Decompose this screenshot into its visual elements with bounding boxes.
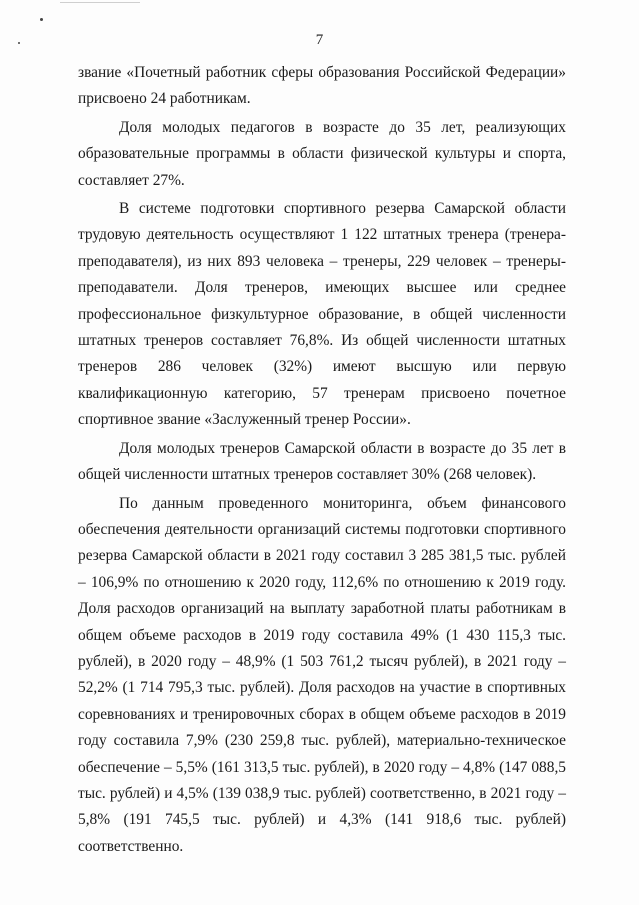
scan-speck [40, 18, 43, 21]
paragraph-5: По данным проведенного мониторинга, объем финансового обеспечения деятельности организаций системы подготовки спортивного резерва Самарской области в 2021 году составил 3 285 381,5 тыс. рублей – 106,9% по отношению к 2020 году, 112,6% по отношению к 2019 году. Доля расходов организаций на выплату заработной платы работникам в общем объеме расходов в 2019 году составила 49% (1 430 115,3 тыс. рублей), в 2020 году – 48,9% (1 503 761,2 тысяч рублей), в 2021 году – 52,2% (1 714 795,3 тыс. рублей). Доля расходов на участие в спортивных соревнованиях и тренировочных сборах в общем объеме расходов в 2019 году составила 7,9% (230 259,8 тыс. рублей), материально-техническое обеспечение – 5,5% (161 313,5 тыс. рублей), в 2020 году – 4,8% (147 088,5 тыс. рублей) и 4,5% (139 038,9 тыс. рублей) соответственно, в 2021 году – 5,8% (191 745,5 тыс. рублей) и 4,3% (141 918,6 тыс. рублей) соответственно. [78, 494, 566, 855]
document-body [78, 60, 566, 860]
paragraph-2: Доля молодых педагогов в возрасте до 35 лет, реализующих образовательные программы в области физической культуры и спорта, составляет 27%. [78, 118, 566, 189]
paragraph-4: Доля молодых тренеров Самарской области в возрасте до 35 лет в общей численности штатных тренеров составляет 30% (268 человек). [78, 439, 566, 484]
scan-edge-top [60, 2, 140, 3]
page-number: 7 [315, 32, 324, 48]
paragraph-3: В системе подготовки спортивного резерва Самарской области трудовую деятельность осуществляют 1 122 штатных тренера (тренера-преподавателя), из них 893 человека – тренеры, 229 человек – тренеры-преподаватели. Доля тренеров, имеющих высшее или среднее профессиональное физкультурное образование, в общей численности штатных тренеров составляет 76,8%. Из общей численности штатных тренеров 286 человек (32%) имеют высшую или первую квалификационную категорию, 57 тренерам присвоено почетное спортивное звание «Заслуженный тренер России». [78, 200, 566, 429]
paragraph-1: звание «Почетный работник сферы образования Российской Федерации» присвоено 24 работникам. [78, 64, 566, 108]
